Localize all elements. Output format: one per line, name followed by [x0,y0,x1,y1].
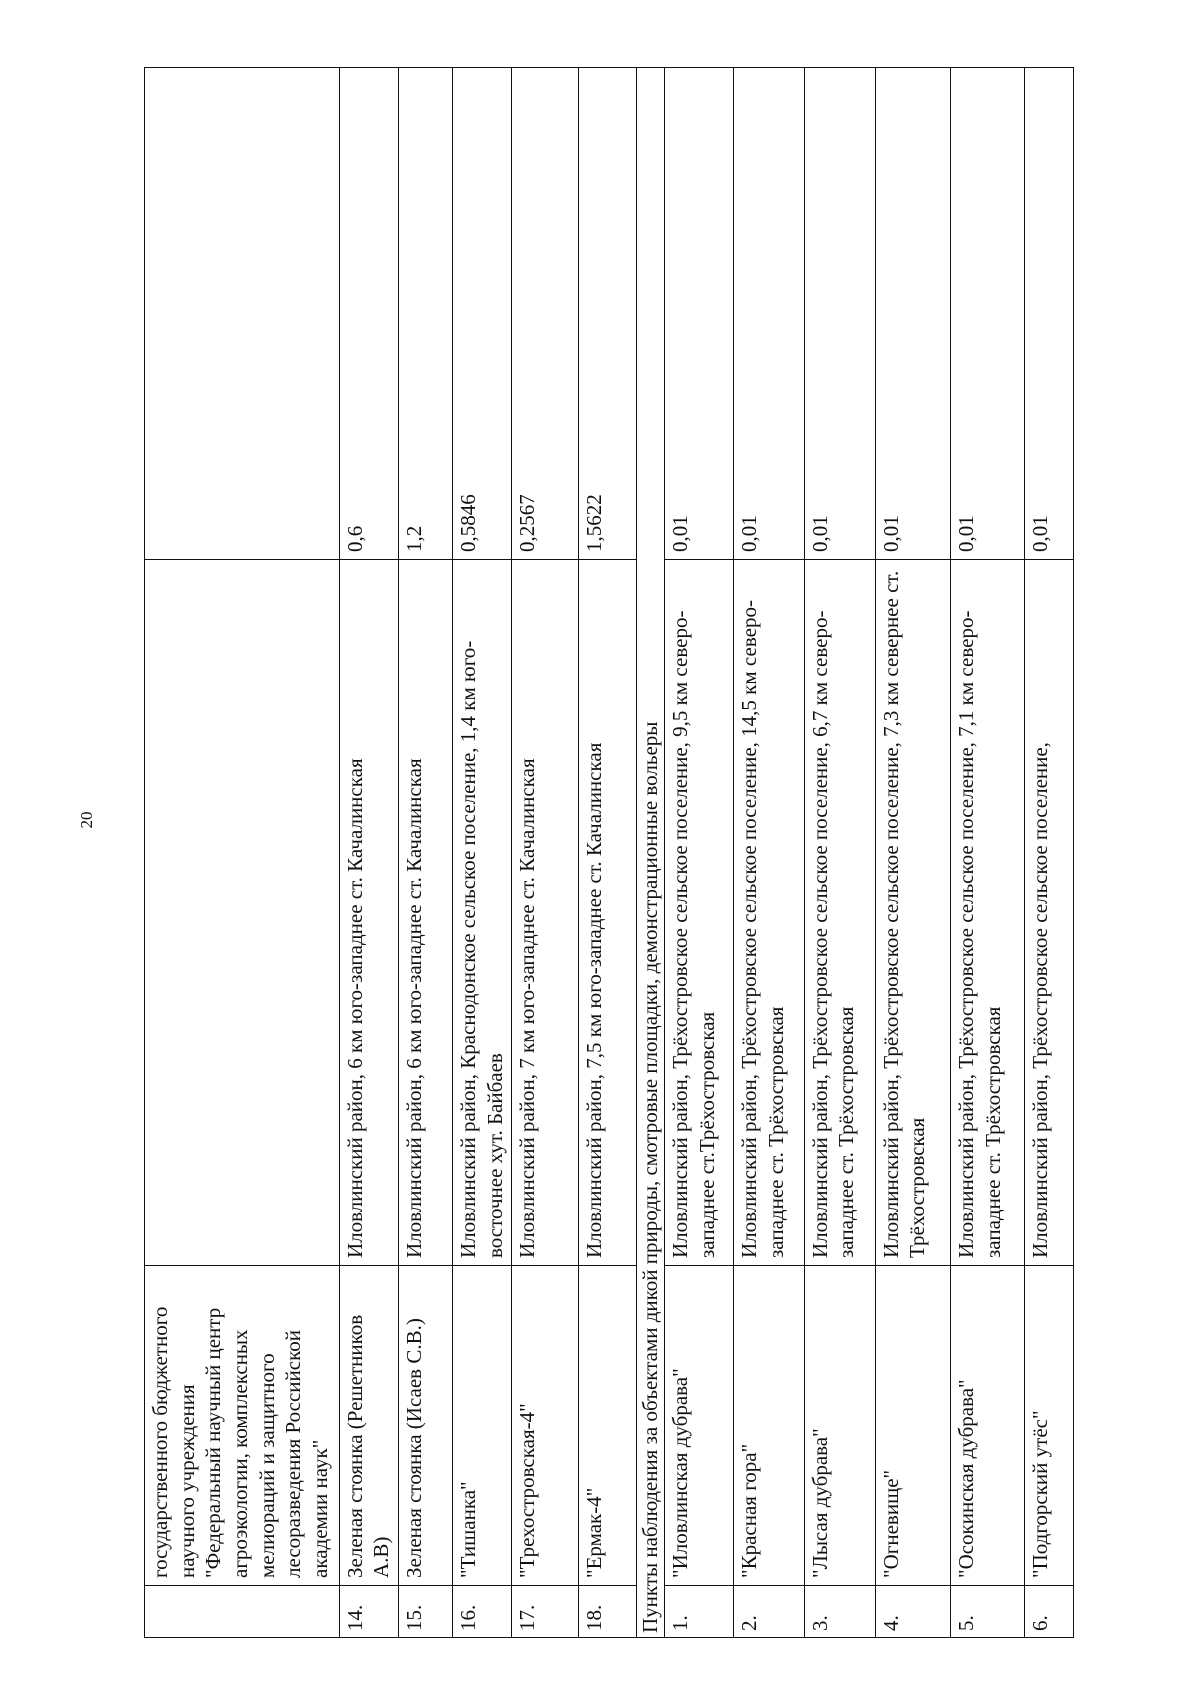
area-cell: 0,01 [950,68,1024,560]
area-cell: 0,01 [665,68,734,560]
area-cell: 0,01 [804,68,875,560]
area-cell: 0,6 [339,68,398,560]
name-cell: "Красная гора" [734,1266,804,1586]
area-cell [145,68,340,560]
table-row [452,68,511,1638]
table-row [339,68,398,1638]
table-row [804,68,875,1638]
num-cell: 14. [339,1586,398,1638]
area-cell: 0,01 [1025,68,1074,560]
num-cell: 1. [665,1586,734,1638]
num-cell: 2. [734,1586,804,1638]
table-row [399,68,453,1638]
area-cell: 0,01 [875,68,950,560]
location-cell: Иловлинский район, 7,5 км юго-западнее ст. Качалинская [579,560,637,1266]
location-cell: Иловлинский район, Трёхостровское сельское поселение, 6,7 км северо-западнее ст. Трёхостровская [804,560,875,1266]
num-cell: 3. [804,1586,875,1638]
name-cell: "Огневище" [875,1266,950,1586]
rotated-table-wrapper [144,68,1074,1638]
name-cell: "Лысая дубрава" [804,1266,875,1586]
name-cell: государственного бюджетного научного учреждения "Федеральный научный центр агроэкологии, комплексных мелиораций и защитного лесоразведения Российской академии наук" [145,1266,340,1586]
name-cell: "Подгорский утёс" [1025,1266,1074,1586]
area-cell: 0,01 [734,68,804,560]
num-cell: 6. [1025,1586,1074,1638]
num-cell: 18. [579,1586,637,1638]
name-cell: "Ермак-4" [579,1266,637,1586]
area-cell: 0,2567 [512,68,579,560]
name-cell: "Тишанка" [452,1266,511,1586]
page-number: 20 [77,811,96,829]
name-cell: "Осокинская дубрава" [950,1266,1024,1586]
num-cell: 15. [399,1586,453,1638]
location-cell: Иловлинский район, Краснодонское сельское поселение, 1,4 км юго-восточнее хут. Байбаев [452,560,511,1266]
table-row [875,68,950,1638]
section-row [637,68,665,1638]
table-row [512,68,579,1638]
name-cell: "Трехостровская-4" [512,1266,579,1586]
num-cell: 5. [950,1586,1024,1638]
table-row [579,68,637,1638]
location-cell: Иловлинский район, Трёхостровское сельское поселение, 7,3 км севернее ст. Трёхостровская [875,560,950,1266]
area-cell: 0,5846 [452,68,511,560]
location-cell: Иловлинский район, Трёхостровское сельское поселение, 14,5 км северо-западнее ст. Трёхостровская [734,560,804,1266]
table-row [950,68,1024,1638]
table-row [734,68,804,1638]
table-row [665,68,734,1638]
table-row [1025,68,1074,1638]
area-cell: 1,5622 [579,68,637,560]
num-cell: 17. [512,1586,579,1638]
location-cell: Иловлинский район, 6 км юго-западнее ст. Качалинская [399,560,453,1266]
num-cell: 16. [452,1586,511,1638]
name-cell: "Иловлинская дубрава" [665,1266,734,1586]
protected-areas-table [144,67,1074,1638]
location-cell: Иловлинский район, 7 км юго-западнее ст. Качалинская [512,560,579,1266]
location-cell: Иловлинский район, Трёхостровское сельское поселение, [1025,560,1074,1266]
location-cell [145,560,340,1266]
num-cell: 4. [875,1586,950,1638]
table-row [145,68,340,1638]
location-cell: Иловлинский район, Трёхостровское сельское поселение, 7,1 км северо-западнее ст. Трёхостровская [950,560,1024,1266]
location-cell: Иловлинский район, 6 км юго-западнее ст. Качалинская [339,560,398,1266]
section-title: Пункты наблюдения за объектами дикой природы, смотровые площадки, демонстрационные вольеры [637,68,665,1638]
num-cell [145,1586,340,1638]
location-cell: Иловлинский район, Трёхостровское сельское поселение, 9,5 км северо-западнее ст.Трёхостровская [665,560,734,1266]
name-cell: Зеленая стоянка (Решетников А.В) [339,1266,398,1586]
area-cell: 1,2 [399,68,453,560]
name-cell: Зеленая стоянка (Исаев С.В.) [399,1266,453,1586]
